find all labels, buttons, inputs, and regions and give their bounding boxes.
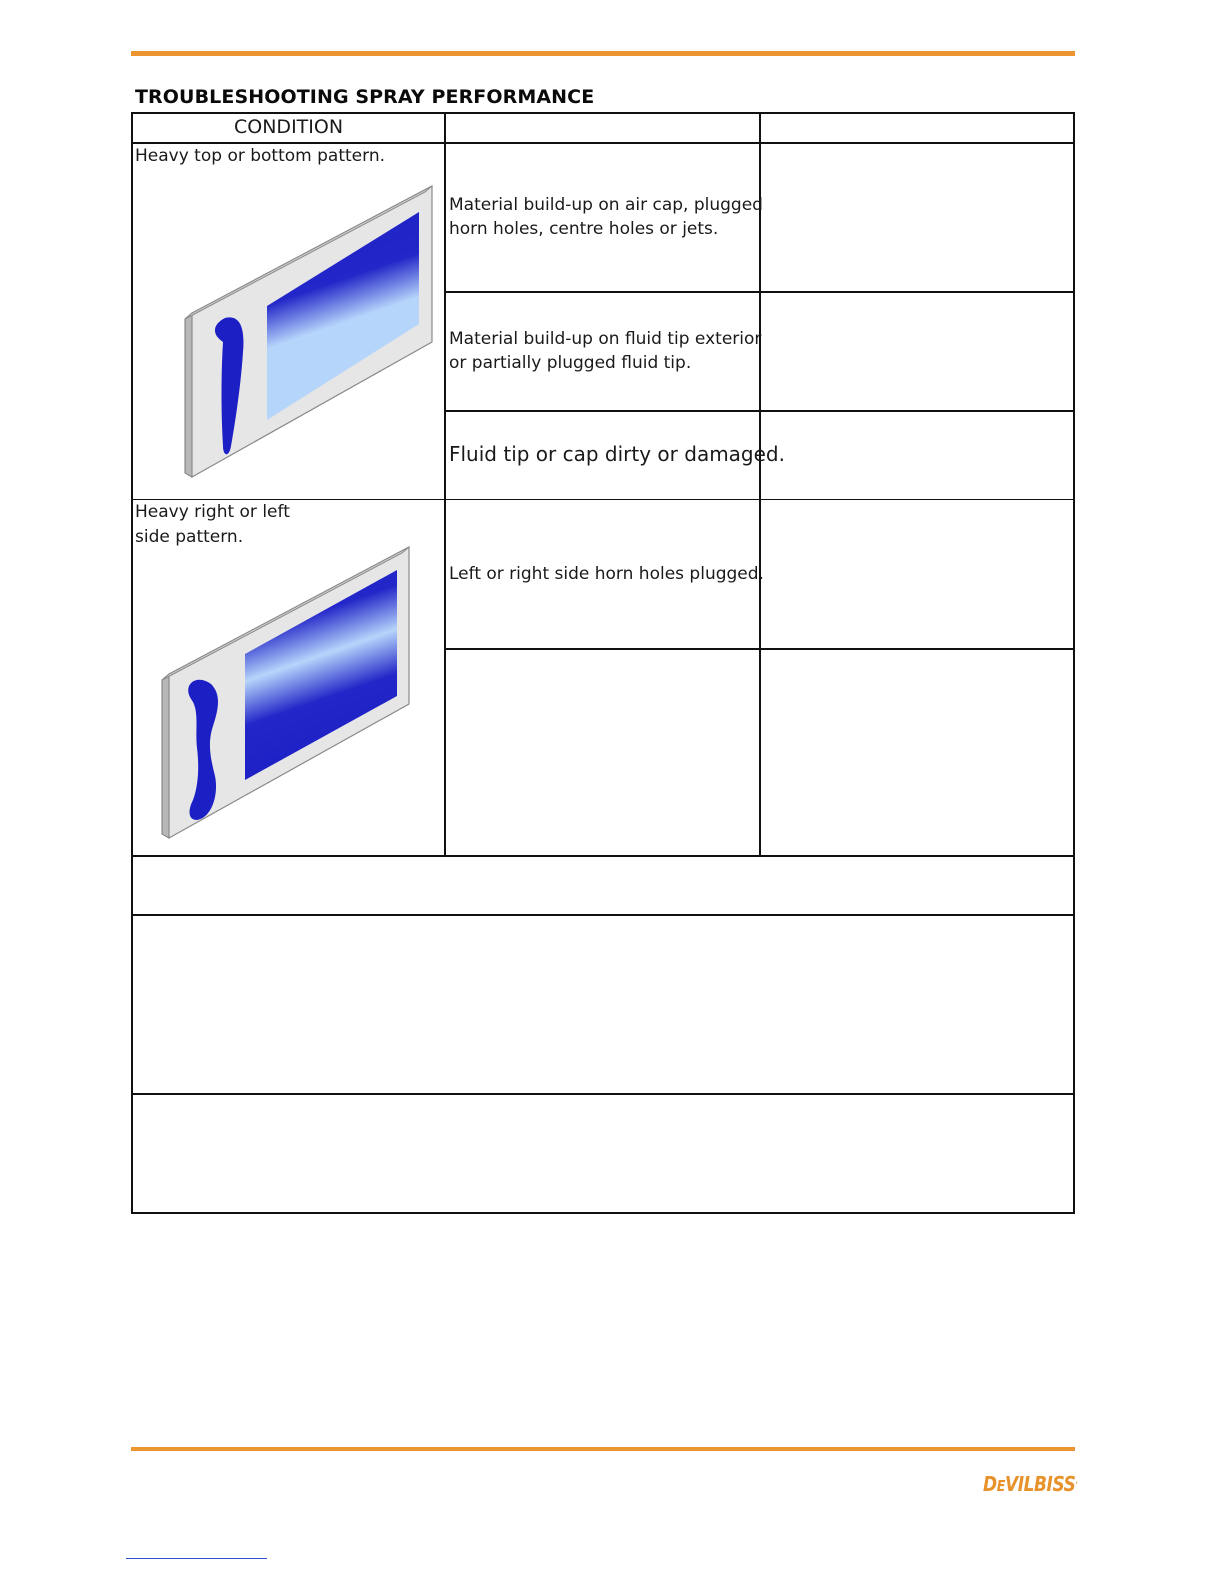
spray-pattern-left-right-icon <box>159 544 415 840</box>
condition-label-top-bottom: Heavy top or bottom pattern. <box>135 146 385 166</box>
row-divider <box>131 914 1075 916</box>
table-border-left <box>131 112 133 1214</box>
row-divider <box>131 1093 1075 1095</box>
troubleshooting-table <box>131 112 1075 1214</box>
column-divider-1 <box>444 112 446 857</box>
table-border-bottom <box>131 1212 1075 1214</box>
top-accent-rule <box>131 51 1075 56</box>
condition-label-left-right-line2: side pattern. <box>135 527 244 547</box>
spray-pattern-top-bottom-icon <box>183 184 439 480</box>
table-border-top <box>131 112 1075 114</box>
table-border-right <box>1073 112 1075 1214</box>
condition-label-left-right-line1: Heavy right or left <box>135 502 290 522</box>
bottom-accent-rule <box>131 1447 1075 1451</box>
column-divider-2 <box>759 112 761 857</box>
devilbiss-logo: DEVILBISS. <box>983 1472 1078 1496</box>
cause-fluid-tip-buildup-line1: Material build-up on fluid tip exterior <box>449 329 762 349</box>
footer-link-underline[interactable] <box>126 1558 267 1559</box>
cause-horn-holes-plugged: Left or right side horn holes plugged. <box>449 564 764 584</box>
page-title: TROUBLESHOOTING SPRAY PERFORMANCE <box>135 86 595 108</box>
row-divider <box>444 410 1075 412</box>
cause-aircap-buildup-line2: horn holes, centre holes or jets. <box>449 219 719 239</box>
row-divider <box>444 291 1075 293</box>
cause-aircap-buildup-line1: Material build-up on air cap, plugged <box>449 195 763 215</box>
header-condition: CONDITION <box>234 116 344 138</box>
row-divider <box>444 648 1075 650</box>
cause-fluid-tip-buildup-line2: or partially plugged fluid tip. <box>449 353 692 373</box>
cause-fluid-tip-dirty: Fluid tip or cap dirty or damaged. <box>449 442 785 466</box>
row-divider <box>131 855 1075 857</box>
